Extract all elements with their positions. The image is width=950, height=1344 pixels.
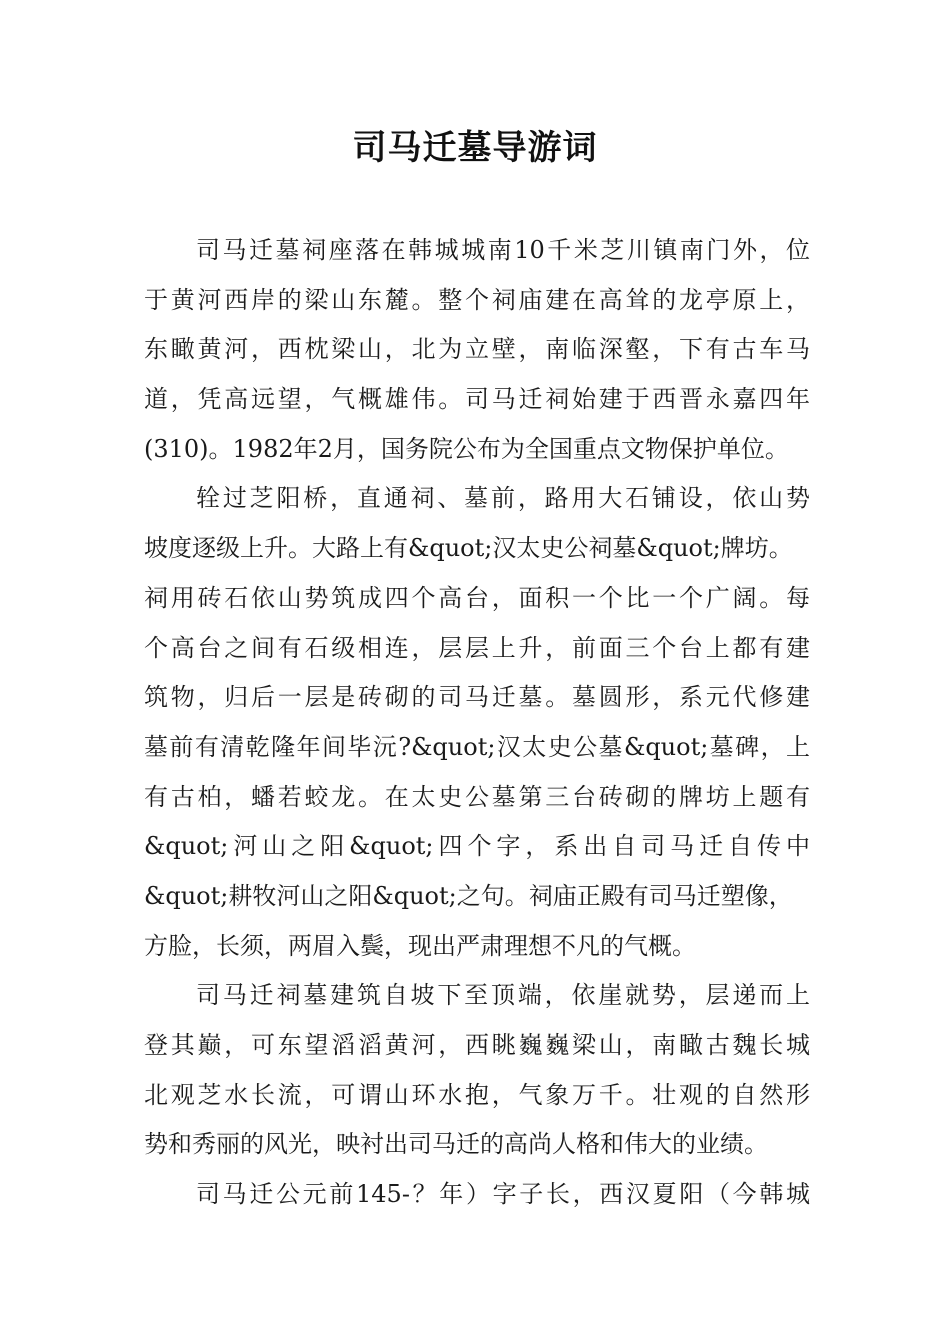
text-line: 登其巅，可东望滔滔黄河，西眺巍巍梁山，南瞰古魏长城 (144, 1031, 810, 1059)
text-line: 于黄河西岸的梁山东麓。整个祠庙建在高耸的龙亭原上， (144, 285, 810, 314)
text-line: &quot;河山之阳&quot;四个字，系出自司马迁自传中 (144, 832, 810, 861)
text-line: 司马迁祠墓建筑自坡下至顶端，依崖就势，层递而上 (196, 981, 810, 1010)
text-line: 有古柏，蟠若蛟龙。在太史公墓第三台砖砌的牌坊上题有 (144, 782, 810, 811)
text-line: 道，凭高远望，气概雄伟。司马迁祠始建于西晋永嘉四年 (144, 385, 810, 414)
text-line: 辁过芝阳桥，直通祠、墓前，路用大石铺设，依山势 (196, 484, 810, 513)
text-line: 方脸，长须，两眉入鬓，现出严肃理想不凡的气概。 (144, 931, 696, 960)
text-line: 坡度逐级上升。大路上有&quot;汉太史公祠墓&quot;牌坊。 (144, 534, 793, 563)
text-line: 东瞰黄河，西枕梁山，北为立壁，南临深壑，下有古车马 (144, 335, 810, 364)
text-line: 司马迁墓祠座落在韩城城南10千米芝川镇南门外，位 (196, 236, 810, 264)
text-line: 筑物，归后一层是砖砌的司马迁墓。墓圆形，系元代修建 (144, 683, 810, 712)
text-line: 北观芝水长流，可谓山环水抱，气象万千。壮观的自然形 (144, 1080, 810, 1109)
text-line: 势和秀丽的风光，映衬出司马迁的高尚人格和伟大的业绩。 (144, 1130, 768, 1159)
document-body (144, 226, 810, 1220)
text-line: &quot;耕牧河山之阳&quot;之句。祠庙正殿有司马迁塑像， (144, 881, 793, 910)
text-line: (310)。1982年2月，国务院公布为全国重点文物保护单位。 (144, 434, 789, 463)
text-line: 个高台之间有石级相连，层层上升，前面三个台上都有建 (144, 633, 810, 662)
document-title: 司马迁墓导游词 (352, 128, 598, 168)
text-line: 祠用砖石依山势筑成四个高台，面积一个比一个广阔。每 (144, 583, 810, 612)
text-line: 墓前有清乾隆年间毕沅?&quot;汉太史公墓&quot;墓碑，上 (144, 732, 810, 761)
text-line: 司马迁公元前145-？年）字子长，西汉夏阳（今韩城 (196, 1180, 810, 1209)
